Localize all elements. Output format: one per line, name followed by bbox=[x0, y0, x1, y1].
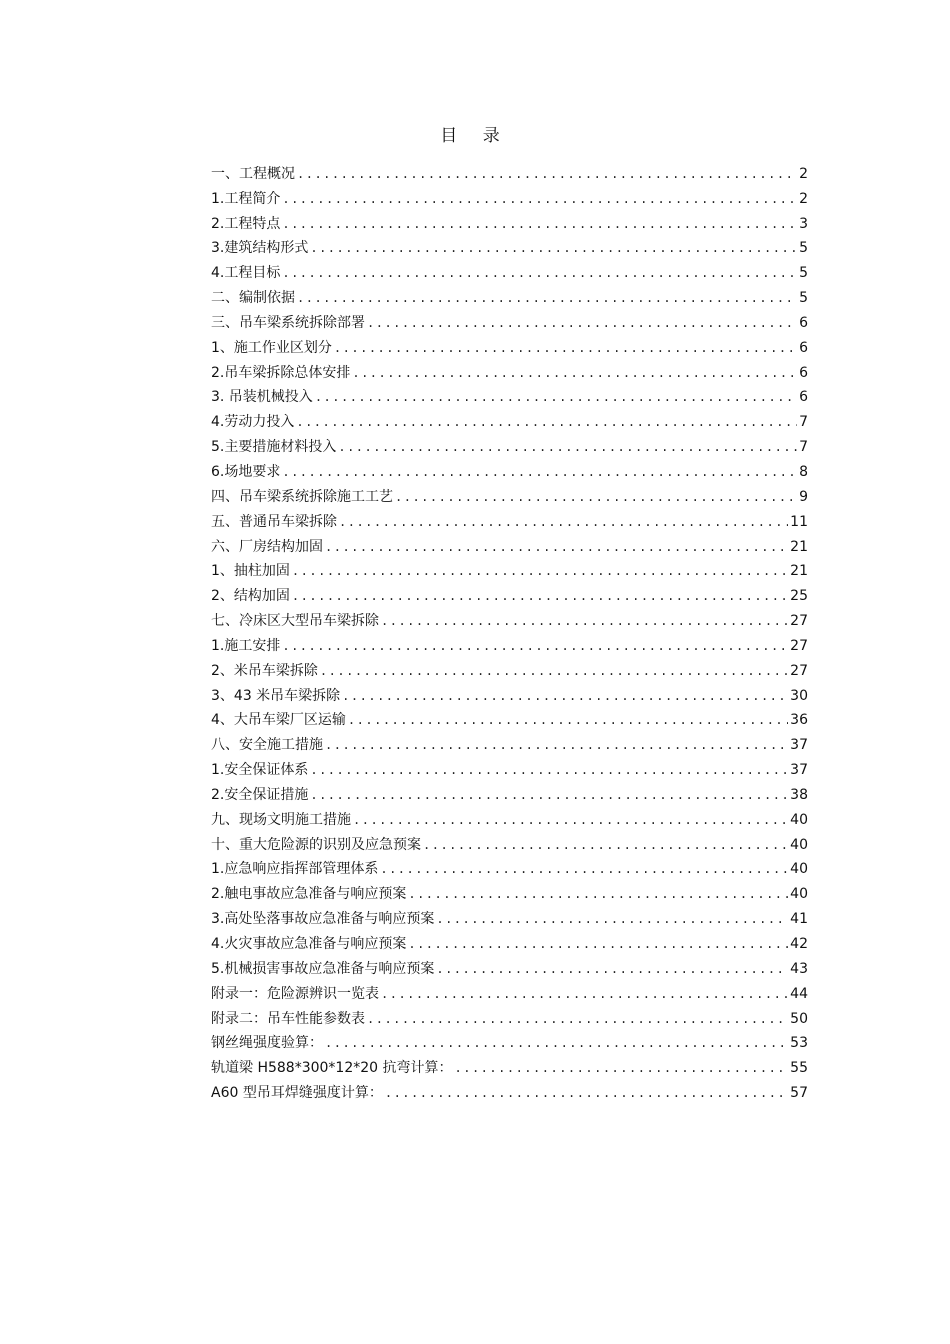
toc-page-number: 3 bbox=[799, 215, 808, 232]
toc-entry[interactable] bbox=[211, 1053, 808, 1078]
toc-entry-text: 五、普通吊车梁拆除 bbox=[211, 513, 337, 530]
toc-entry-text: 1、抽柱加固 bbox=[211, 563, 290, 580]
toc-entry-text: 2、结构加固 bbox=[211, 588, 290, 605]
toc-entry[interactable] bbox=[211, 532, 808, 557]
toc-entry[interactable] bbox=[211, 581, 808, 606]
toc-page-number: 53 bbox=[790, 1035, 808, 1052]
toc-page-number: 42 bbox=[790, 936, 808, 952]
toc-entry[interactable] bbox=[211, 1029, 808, 1054]
toc-page-number: 27 bbox=[790, 662, 808, 679]
toc-entry[interactable] bbox=[211, 258, 808, 283]
toc-entry-text: 四、吊车梁系统拆除施工工艺 bbox=[211, 488, 393, 505]
toc-entry[interactable] bbox=[211, 557, 808, 582]
toc-title: 目 录 bbox=[440, 126, 510, 146]
toc-entry[interactable] bbox=[211, 234, 808, 259]
toc-page-number: 36 bbox=[790, 712, 808, 729]
toc-entry[interactable] bbox=[211, 333, 808, 358]
toc-dot-leader bbox=[310, 785, 788, 805]
toc-page-number: 40 bbox=[790, 811, 808, 828]
toc-page-number: 8 bbox=[799, 463, 808, 480]
toc-dot-leader bbox=[423, 835, 788, 855]
toc-page-number: 7 bbox=[799, 439, 808, 456]
toc-page-number: 2 bbox=[799, 165, 808, 182]
toc-entry-text: 九、现场文明施工措施 bbox=[211, 811, 351, 828]
toc-entry-text: 3.建筑结构形式 bbox=[211, 240, 309, 257]
toc-entry-text: 三、吊车梁系统拆除部署 bbox=[211, 314, 365, 331]
toc-dot-leader bbox=[352, 363, 797, 383]
toc-dot-leader bbox=[455, 1058, 789, 1078]
toc-dot-leader bbox=[320, 661, 788, 681]
toc-dot-leader bbox=[408, 934, 788, 954]
toc-dot-leader bbox=[325, 1033, 788, 1053]
toc-page-number: 21 bbox=[790, 563, 808, 580]
toc-entry[interactable] bbox=[211, 209, 808, 234]
toc-page-number: 9 bbox=[799, 488, 808, 505]
toc-page-number: 5 bbox=[799, 290, 808, 307]
toc-dot-leader bbox=[381, 984, 788, 1004]
toc-dot-leader bbox=[353, 810, 788, 830]
toc-entry-text: 1.应急响应指挥部管理体系 bbox=[211, 861, 379, 878]
toc-entry[interactable] bbox=[211, 184, 808, 209]
toc-entry[interactable] bbox=[211, 706, 808, 731]
toc-page-number: 40 bbox=[790, 886, 808, 903]
toc-page-number: 38 bbox=[790, 786, 808, 803]
toc-page-number: 25 bbox=[790, 588, 808, 605]
toc-entry[interactable] bbox=[211, 879, 808, 904]
toc-entry[interactable] bbox=[211, 283, 808, 308]
toc-dot-leader bbox=[339, 512, 788, 532]
toc-page-number: 30 bbox=[790, 687, 808, 704]
toc-page-number: 41 bbox=[790, 911, 808, 928]
toc-entry-text: 1.安全保证体系 bbox=[211, 762, 309, 779]
toc-dot-leader bbox=[310, 238, 797, 258]
toc-entry[interactable] bbox=[211, 805, 808, 830]
toc-dot-leader bbox=[334, 338, 797, 358]
toc-entry-text: 钢丝绳强度验算： bbox=[211, 1035, 323, 1052]
toc-entry-text: 二、编制依据 bbox=[211, 290, 295, 307]
toc-entry-text: 3. 吊装机械投入 bbox=[211, 389, 313, 406]
toc-entry-text: 4.火灾事故应急准备与响应预案 bbox=[211, 936, 407, 952]
toc-entry-text: 2.安全保证措施 bbox=[211, 786, 309, 803]
toc-dot-leader bbox=[325, 537, 788, 557]
toc-entry-text: 5.主要措施材料投入 bbox=[211, 439, 337, 456]
toc-page-number: 55 bbox=[790, 1060, 808, 1077]
toc-dot-leader bbox=[367, 313, 797, 333]
toc-page-number: 50 bbox=[790, 1010, 808, 1027]
toc-entry[interactable] bbox=[211, 780, 808, 805]
toc-entry[interactable] bbox=[211, 730, 808, 755]
toc-entry-text: 六、厂房结构加固 bbox=[211, 538, 323, 555]
toc-entry[interactable] bbox=[211, 507, 808, 532]
toc-entry[interactable] bbox=[211, 855, 808, 880]
toc-dot-leader bbox=[297, 288, 797, 308]
toc-entry[interactable] bbox=[211, 308, 808, 333]
toc-dot-leader bbox=[381, 611, 788, 631]
toc-entry[interactable] bbox=[211, 830, 808, 855]
toc-page-number: 6 bbox=[799, 339, 808, 356]
toc-dot-leader bbox=[408, 884, 788, 904]
toc-dot-leader bbox=[315, 387, 797, 407]
toc-entry-text: 附录二：吊车性能参数表 bbox=[211, 1010, 365, 1027]
toc-entry[interactable] bbox=[211, 1078, 808, 1103]
toc-entry-text: 4.工程目标 bbox=[211, 265, 281, 282]
toc-entry-text: 七、冷床区大型吊车梁拆除 bbox=[211, 613, 379, 630]
toc-dot-leader bbox=[282, 263, 797, 283]
toc-page-number: 37 bbox=[790, 762, 808, 779]
toc-entry-text: A60 型吊耳焊缝强度计算： bbox=[211, 1085, 383, 1102]
toc-page-number: 44 bbox=[790, 985, 808, 1002]
toc-entry[interactable] bbox=[211, 358, 808, 383]
toc-dot-leader bbox=[338, 437, 797, 457]
toc-entry-text: 2.工程特点 bbox=[211, 215, 281, 232]
toc-entry[interactable] bbox=[211, 432, 808, 457]
toc-page-number: 11 bbox=[790, 513, 808, 530]
toc-entry-text: 1.施工安排 bbox=[211, 637, 281, 654]
toc-entry-text: 一、工程概况 bbox=[211, 165, 295, 182]
toc-entry-text: 3、43 米吊车梁拆除 bbox=[211, 687, 341, 704]
toc-dot-leader bbox=[367, 1009, 788, 1029]
toc-dot-leader bbox=[292, 561, 788, 581]
toc-page-number: 27 bbox=[790, 613, 808, 630]
toc-entry[interactable] bbox=[211, 606, 808, 631]
toc-entry-text: 2.吊车梁拆除总体安排 bbox=[211, 364, 351, 381]
toc-page-number: 57 bbox=[790, 1085, 808, 1102]
toc-entry-text: 附录一：危险源辨识一览表 bbox=[211, 985, 379, 1002]
toc-entry[interactable] bbox=[211, 755, 808, 780]
toc-dot-leader bbox=[385, 1083, 788, 1103]
toc-page-number: 6 bbox=[799, 364, 808, 381]
toc-entry-text: 轨道梁 H588*300*12*20 抗弯计算： bbox=[211, 1060, 453, 1077]
toc-entry-text: 2.触电事故应急准备与响应预案 bbox=[211, 886, 407, 903]
toc-entry[interactable] bbox=[211, 979, 808, 1004]
toc-entry[interactable] bbox=[211, 904, 808, 929]
toc-entry-text: 3.高处坠落事故应急准备与响应预案 bbox=[211, 911, 435, 928]
toc-entry[interactable] bbox=[211, 383, 808, 408]
toc-entry[interactable] bbox=[211, 631, 808, 656]
toc-entry-text: 十、重大危险源的识别及应急预案 bbox=[211, 836, 421, 853]
toc-dot-leader bbox=[436, 909, 788, 929]
toc-entry-text: 4.劳动力投入 bbox=[211, 414, 295, 431]
toc-entry[interactable] bbox=[211, 681, 808, 706]
toc-dot-leader bbox=[325, 735, 788, 755]
toc-entry[interactable] bbox=[211, 407, 808, 432]
toc-entry-text: 八、安全施工措施 bbox=[211, 737, 323, 754]
toc-entry[interactable] bbox=[211, 656, 808, 681]
toc-dot-leader bbox=[282, 214, 797, 234]
toc-dot-leader bbox=[296, 412, 797, 432]
toc-page-number: 40 bbox=[790, 861, 808, 878]
toc-dot-leader bbox=[310, 760, 788, 780]
toc-entry-text: 1、施工作业区划分 bbox=[211, 339, 332, 356]
toc-entry-text: 6.场地要求 bbox=[211, 463, 281, 480]
toc-entry[interactable] bbox=[211, 159, 808, 184]
toc-entry-text: 1.工程简介 bbox=[211, 190, 281, 207]
toc-page-number: 37 bbox=[790, 737, 808, 754]
toc-entry-text: 5.机械损害事故应急准备与响应预案 bbox=[211, 960, 435, 977]
toc-dot-leader bbox=[342, 686, 788, 706]
toc-entry[interactable] bbox=[211, 954, 808, 979]
toc-entry[interactable] bbox=[211, 929, 808, 954]
toc-dot-leader bbox=[292, 586, 788, 606]
toc-page-number: 5 bbox=[799, 265, 808, 282]
toc-entry-text: 4、大吊车梁厂区运输 bbox=[211, 712, 346, 729]
toc-page-number: 7 bbox=[799, 414, 808, 431]
toc-page-number: 6 bbox=[799, 389, 808, 406]
toc-page-number: 2 bbox=[799, 190, 808, 207]
toc-list bbox=[211, 159, 808, 1103]
toc-dot-leader bbox=[395, 487, 797, 507]
toc-page-number: 43 bbox=[790, 960, 808, 977]
toc-dot-leader bbox=[380, 859, 788, 879]
toc-page-number: 27 bbox=[790, 637, 808, 654]
toc-dot-leader bbox=[282, 189, 797, 209]
toc-page-number: 40 bbox=[790, 836, 808, 853]
toc-dot-leader bbox=[348, 710, 788, 730]
toc-dot-leader bbox=[436, 959, 788, 979]
toc-entry[interactable] bbox=[211, 1004, 808, 1029]
toc-entry-text: 2、米吊车梁拆除 bbox=[211, 662, 318, 679]
toc-dot-leader bbox=[297, 164, 797, 184]
toc-page-number: 5 bbox=[799, 240, 808, 257]
toc-page-number: 6 bbox=[799, 314, 808, 331]
toc-entry[interactable] bbox=[211, 482, 808, 507]
toc-dot-leader bbox=[282, 636, 788, 656]
toc-entry[interactable] bbox=[211, 457, 808, 482]
toc-page-number: 21 bbox=[790, 538, 808, 555]
toc-dot-leader bbox=[282, 462, 797, 482]
